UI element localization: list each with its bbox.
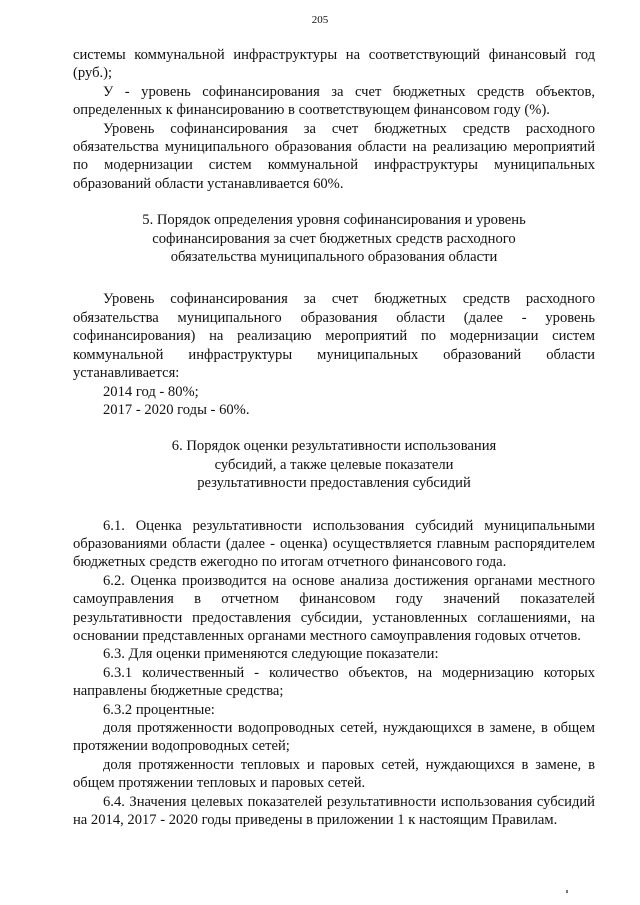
section-5-heading-line: 5. Порядок определения уровня софинансирования и уровень	[142, 212, 526, 229]
level-2017-2020: 2017 - 2020 годы - 60%.	[103, 401, 250, 418]
intro-continuation: системы коммунальной инфраструктуры на соответствующий финансовый год (руб.);	[73, 47, 595, 82]
paragraph-6-4: 6.4. Значения целевых показателей результативности использования субсидий на 2014, 2017 - 2020 годы приведены в приложении 1 к настоящим Правилам.	[73, 793, 595, 829]
paragraph-6-1: 6.1. Оценка результативности использования субсидий муниципальными образованиями области (далее - оценка) осуществляется главным распорядителем бюджетных средств ежегодно по итогам отчетного финансового года.	[73, 517, 595, 571]
section-5-heading-line: софинансирования за счет бюджетных средств расходного	[152, 230, 516, 247]
paragraph-6-3: 6.3. Для оценки применяются следующие показатели:	[103, 646, 439, 663]
indicator-heat-networks: доля протяженности тепловых и паровых сетей, нуждающихся в замене, в общем протяжении тепловых и паровых сетей.	[73, 756, 595, 792]
section-6-heading-line: субсидий, а также целевые показатели	[214, 456, 454, 473]
section-5-paragraph: Уровень софинансирования за счет бюджетных средств расходного обязательства муниципального образования области (далее - уровень софинансирования) на реализацию мероприятий по модернизации систем коммунальной инфраструктуры муниципальных образований области устанавливается:	[73, 291, 595, 382]
section-6-heading	[73, 437, 595, 492]
paragraph-cofinancing-level: Уровень софинансирования за счет бюджетных средств расходного обязательства муниципального образования области на реализацию мероприятий по модернизации систем коммунальной инфраструктуры муниципальных образований области устанавливается 60%.	[73, 120, 595, 192]
page-number: 205	[311, 14, 329, 26]
section-5-heading-line: обязательства муниципального образования области	[170, 249, 498, 266]
section-6-heading-line: 6. Порядок оценки результативности использования	[171, 438, 497, 455]
paragraph-6-3-1: 6.3.1 количественный - количество объектов, на модернизацию которых направлены бюджетные средства;	[73, 664, 595, 700]
scan-mark	[566, 890, 568, 893]
section-6-heading-line: результативности предоставления субсидий	[197, 475, 471, 492]
paragraph-6-2: 6.2. Оценка производится на основе анализа достижения органами местного самоуправления в отчетном финансовом году значений показателей результативности предоставления субсидии, установленных соглашениями, на основании представленных органами местного самоуправления годовых отчетов.	[73, 572, 595, 644]
page-content	[73, 46, 595, 829]
level-2014: 2014 год - 80%;	[103, 383, 199, 400]
indicator-water-networks: доля протяженности водопроводных сетей, нуждающихся в замене, в общем протяжении водопроводных сетей;	[73, 720, 595, 755]
paragraph-6-3-2: 6.3.2 процентные:	[103, 701, 215, 718]
paragraph-y-definition: У - уровень софинансирования за счет бюджетных средств объектов, определенных к финансированию в соответствующем финансовом году (%).	[73, 83, 595, 119]
section-5-heading	[73, 211, 595, 266]
